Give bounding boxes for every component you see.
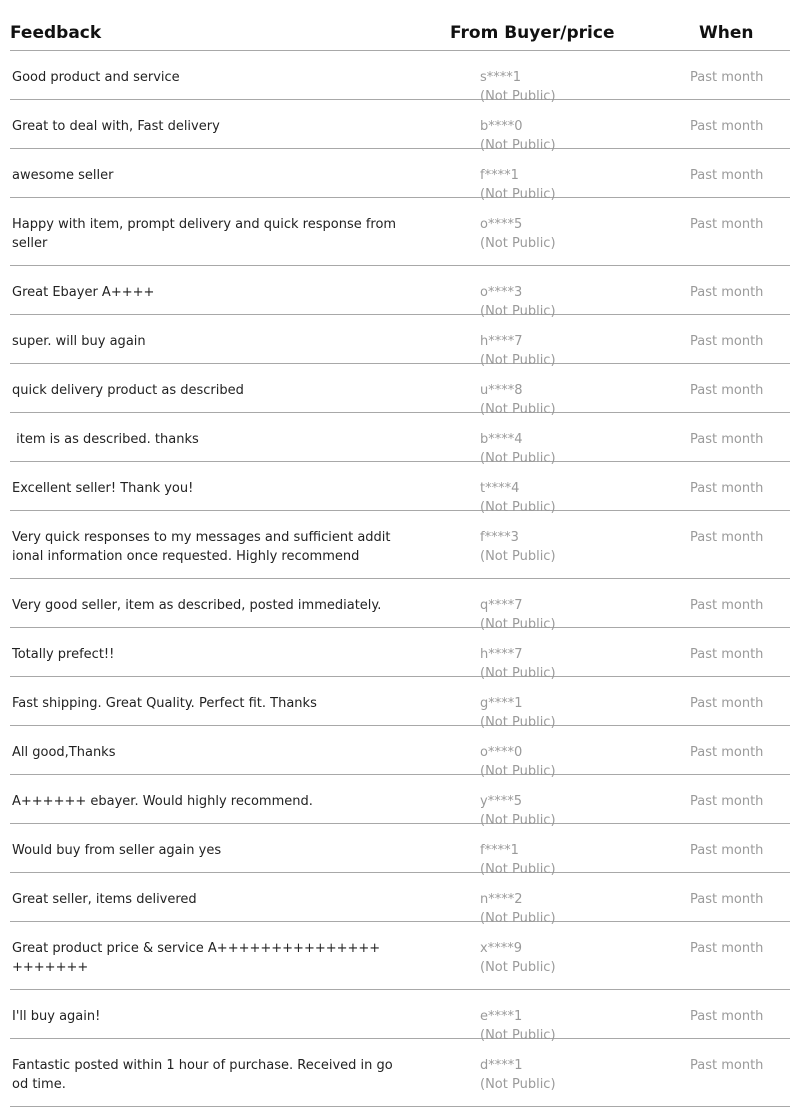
table-row: [10, 922, 790, 990]
table-header: [10, 0, 790, 51]
buyer-id: b****0: [480, 119, 523, 134]
feedback-text: Excellent seller! Thank you!: [12, 481, 194, 496]
table-row: [10, 677, 790, 730]
buyer-id: h****7: [480, 647, 523, 662]
buyer-visibility: (Not Public): [480, 960, 556, 975]
feedback-text: Great Ebayer A++++: [12, 285, 155, 300]
buyer-visibility: (Not Public): [480, 500, 556, 515]
table-row: [10, 628, 790, 681]
feedback-text: Very good seller, item as described, posted immediately.: [12, 598, 382, 613]
when-cell: Past month: [690, 432, 764, 447]
feedback-text: Good product and service: [12, 70, 180, 85]
table-row: [10, 726, 790, 779]
table-row: [10, 579, 790, 632]
buyer-visibility: (Not Public): [480, 862, 556, 877]
buyer-id: x****9: [480, 941, 522, 956]
buyer-cell: [480, 528, 556, 566]
when-cell: Past month: [690, 217, 764, 232]
when-cell: Past month: [690, 481, 764, 496]
table-row: [10, 364, 790, 417]
feedback-text: Great product price & service A+++++++++++++++ +++++++: [12, 941, 381, 975]
buyer-id: o****0: [480, 745, 523, 760]
table-row: [10, 315, 790, 368]
feedback-text: Great to deal with, Fast delivery: [12, 119, 220, 134]
feedback-text: All good,Thanks: [12, 745, 116, 760]
feedback-text: Totally prefect!!: [12, 647, 115, 662]
buyer-visibility: (Not Public): [480, 715, 556, 730]
table-row: [10, 824, 790, 877]
buyer-cell: [480, 939, 556, 977]
feedback-text: Would buy from seller again yes: [12, 843, 222, 858]
buyer-visibility: (Not Public): [480, 451, 556, 466]
when-cell: Past month: [690, 696, 764, 711]
header-feedback: Feedback: [10, 23, 102, 43]
buyer-visibility: (Not Public): [480, 138, 556, 153]
buyer-id: u****8: [480, 383, 523, 398]
when-cell: Past month: [690, 647, 764, 662]
buyer-visibility: (Not Public): [480, 402, 556, 417]
header-when: When: [699, 23, 754, 43]
buyer-id: h****7: [480, 334, 523, 349]
when-cell: Past month: [690, 119, 764, 134]
buyer-visibility: (Not Public): [480, 304, 556, 319]
table-row: [10, 511, 790, 579]
buyer-visibility: (Not Public): [480, 236, 556, 251]
buyer-visibility: (Not Public): [480, 1077, 556, 1092]
buyer-id: y****5: [480, 794, 522, 809]
buyer-visibility: (Not Public): [480, 764, 556, 779]
buyer-id: f****1: [480, 168, 519, 183]
buyer-visibility: (Not Public): [480, 353, 556, 368]
feedback-table: [10, 0, 790, 1107]
feedback-text: Great seller, items delivered: [12, 892, 197, 907]
when-cell: Past month: [690, 892, 764, 907]
header-buyer-price: From Buyer/price: [450, 23, 615, 43]
when-cell: Past month: [690, 794, 764, 809]
buyer-visibility: (Not Public): [480, 617, 556, 632]
when-cell: Past month: [690, 1058, 764, 1073]
buyer-id: f****1: [480, 843, 519, 858]
feedback-text: item is as described. thanks: [12, 432, 199, 447]
buyer-id: e****1: [480, 1009, 523, 1024]
table-row: [10, 100, 790, 153]
buyer-visibility: (Not Public): [480, 549, 556, 564]
buyer-id: o****5: [480, 217, 523, 232]
table-row: [10, 775, 790, 828]
table-row: [10, 149, 790, 202]
when-cell: Past month: [690, 383, 764, 398]
buyer-id: n****2: [480, 892, 523, 907]
when-cell: Past month: [690, 598, 764, 613]
feedback-text: A++++++ ebayer. Would highly recommend.: [12, 794, 313, 809]
feedback-text: I'll buy again!: [12, 1009, 101, 1024]
when-cell: Past month: [690, 843, 764, 858]
when-cell: Past month: [690, 1009, 764, 1024]
when-cell: Past month: [690, 168, 764, 183]
buyer-id: g****1: [480, 696, 523, 711]
when-cell: Past month: [690, 530, 764, 545]
buyer-visibility: (Not Public): [480, 911, 556, 926]
buyer-visibility: (Not Public): [480, 187, 556, 202]
table-row: [10, 1039, 790, 1107]
feedback-text: Very quick responses to my messages and sufficient addit ional information once requested. Highly recommend: [12, 530, 391, 564]
buyer-id: o****3: [480, 285, 523, 300]
feedback-text: Happy with item, prompt delivery and quick response from seller: [12, 217, 397, 251]
buyer-id: t****4: [480, 481, 520, 496]
buyer-visibility: (Not Public): [480, 89, 556, 104]
feedback-text: super. will buy again: [12, 334, 146, 349]
table-row: [10, 266, 790, 319]
feedback-text: awesome seller: [12, 168, 114, 183]
buyer-cell: [480, 1056, 556, 1094]
table-row: [10, 413, 790, 466]
buyer-visibility: (Not Public): [480, 813, 556, 828]
feedback-text: Fantastic posted within 1 hour of purchase. Received in go od time.: [12, 1058, 393, 1092]
buyer-id: d****1: [480, 1058, 523, 1073]
when-cell: Past month: [690, 70, 764, 85]
table-row: [10, 51, 790, 104]
buyer-id: s****1: [480, 70, 522, 85]
when-cell: Past month: [690, 334, 764, 349]
buyer-visibility: (Not Public): [480, 1028, 556, 1043]
table-row: [10, 198, 790, 266]
table-row: [10, 873, 790, 926]
feedback-text: Fast shipping. Great Quality. Perfect fit. Thanks: [12, 696, 317, 711]
when-cell: Past month: [690, 941, 764, 956]
buyer-visibility: (Not Public): [480, 666, 556, 681]
buyer-id: f****3: [480, 530, 519, 545]
table-row: [10, 462, 790, 515]
buyer-id: b****4: [480, 432, 523, 447]
when-cell: Past month: [690, 285, 764, 300]
feedback-text: quick delivery product as described: [12, 383, 244, 398]
when-cell: Past month: [690, 745, 764, 760]
table-row: [10, 990, 790, 1043]
buyer-id: q****7: [480, 598, 523, 613]
buyer-cell: [480, 215, 556, 253]
